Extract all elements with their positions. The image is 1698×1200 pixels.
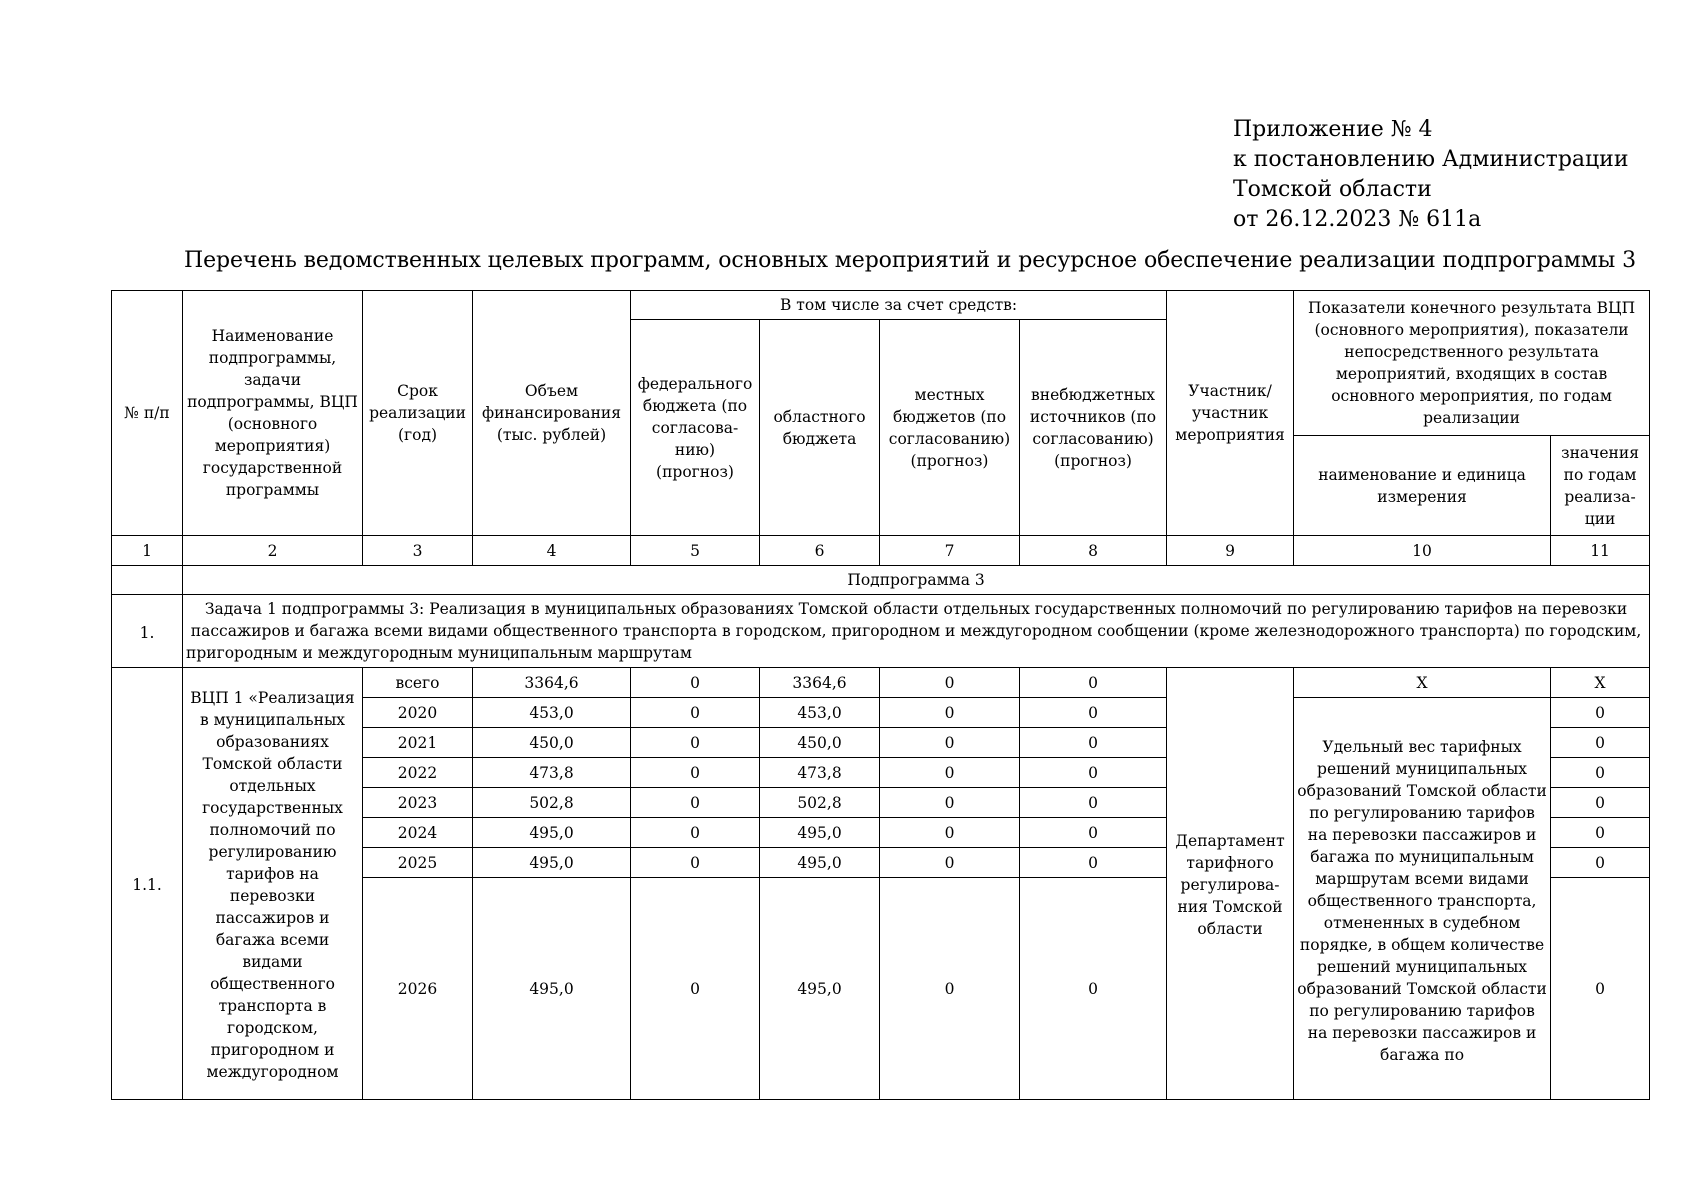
indicator-header-name: Х xyxy=(1294,668,1551,698)
local-cell: 0 xyxy=(880,878,1020,1100)
header-indicators: Показатели конечного результата ВЦП (основного мероприятия), показатели непосредственного результата мероприятий, входящих в состав основного мероприятия, по годам реализации xyxy=(1294,291,1650,436)
volume-cell: 473,8 xyxy=(473,758,631,788)
column-number: 2 xyxy=(183,536,363,566)
volume-cell: 450,0 xyxy=(473,728,631,758)
indicator-header-value: Х xyxy=(1551,668,1650,698)
volume-cell: 495,0 xyxy=(473,818,631,848)
year-cell: 2024 xyxy=(363,818,473,848)
extra-cell: 0 xyxy=(1020,758,1167,788)
local-cell: 0 xyxy=(880,758,1020,788)
header-term: Срок реализации (год) xyxy=(363,291,473,536)
indicator-text: Удельный вес тарифных решений муниципальных образований Томской области по регулированию тарифов на перевозки пассажиров и багажа по муниципальным маршрутам всеми видами общественного транспорта, отмененных в судебном порядке, в общем количестве решений муниципальных образований Томской области по регулированию тарифов на перевозки пассажиров и багажа по xyxy=(1294,698,1551,1100)
federal-cell: 0 xyxy=(631,728,760,758)
regional-cell: 495,0 xyxy=(760,878,880,1100)
extra-cell: 0 xyxy=(1020,818,1167,848)
document-title: Перечень ведомственных целевых программ, основных мероприятий и ресурсное обеспечение реализации подпрограммы 3 xyxy=(184,248,1637,273)
indicator-value-cell: 0 xyxy=(1551,818,1650,848)
indicator-value-cell: 0 xyxy=(1551,878,1650,1100)
volume-cell: 495,0 xyxy=(473,848,631,878)
indicator-value-cell: 0 xyxy=(1551,788,1650,818)
appendix-line: от 26.12.2023 № 611а xyxy=(1233,207,1482,232)
header-ind-name: наименование и единица измерения xyxy=(1294,436,1551,536)
appendix-block xyxy=(1233,115,1629,235)
header-num: № п/п xyxy=(112,291,183,536)
year-cell: 2025 xyxy=(363,848,473,878)
regional-cell: 495,0 xyxy=(760,818,880,848)
header-including: В том числе за счет средств: xyxy=(631,291,1167,320)
extra-cell: 0 xyxy=(1020,878,1167,1100)
federal-cell: 0 xyxy=(631,698,760,728)
column-number: 1 xyxy=(112,536,183,566)
subprogram-num-cell xyxy=(112,566,183,595)
year-cell: 2020 xyxy=(363,698,473,728)
appendix-line: Приложение № 4 xyxy=(1233,117,1433,142)
local-cell: 0 xyxy=(880,848,1020,878)
indicator-value-cell: 0 xyxy=(1551,698,1650,728)
column-number: 10 xyxy=(1294,536,1551,566)
volume-cell: 495,0 xyxy=(473,878,631,1100)
subprogram-row xyxy=(112,566,1650,595)
column-numbers-row xyxy=(112,536,1650,566)
volume-cell: 3364,6 xyxy=(473,668,631,698)
header-row xyxy=(112,291,1650,320)
header-ind-values: значения по годам реализа-ции xyxy=(1551,436,1650,536)
column-number: 8 xyxy=(1020,536,1167,566)
year-cell: 2022 xyxy=(363,758,473,788)
indicator-value-cell: 0 xyxy=(1551,848,1650,878)
extra-cell: 0 xyxy=(1020,788,1167,818)
federal-cell: 0 xyxy=(631,788,760,818)
program-num: 1.1. xyxy=(112,668,183,1100)
task-num: 1. xyxy=(112,595,183,668)
local-cell: 0 xyxy=(880,698,1020,728)
regional-cell: 453,0 xyxy=(760,698,880,728)
federal-cell: 0 xyxy=(631,758,760,788)
regional-cell: 473,8 xyxy=(760,758,880,788)
year-cell: 2021 xyxy=(363,728,473,758)
federal-cell: 0 xyxy=(631,878,760,1100)
appendix-line: к постановлению Администрации xyxy=(1233,147,1629,172)
local-cell: 0 xyxy=(880,728,1020,758)
header-name: Наименование подпрограммы, задачи подпрограммы, ВЦП (основного мероприятия) государственной программы xyxy=(183,291,363,536)
volume-cell: 502,8 xyxy=(473,788,631,818)
column-number: 11 xyxy=(1551,536,1650,566)
program-table xyxy=(111,290,1650,1100)
federal-cell: 0 xyxy=(631,668,760,698)
column-number: 6 xyxy=(760,536,880,566)
table-row xyxy=(112,668,1650,698)
appendix-line: Томской области xyxy=(1233,177,1432,202)
task-text: Задача 1 подпрограммы 3: Реализация в муниципальных образованиях Томской области отдельных государственных полномочий по регулированию тарифов на перевозки пассажиров и багажа всеми видами общественного транспорта в городском, пригородном и междугородном сообщении (кроме железнодорожного транспорта) по городским, пригородным и междугородным муниципальным маршрутам xyxy=(183,595,1650,668)
indicator-value-cell: 0 xyxy=(1551,758,1650,788)
extra-cell: 0 xyxy=(1020,848,1167,878)
year-cell: 2023 xyxy=(363,788,473,818)
local-cell: 0 xyxy=(880,818,1020,848)
regional-cell: 3364,6 xyxy=(760,668,880,698)
column-number: 4 xyxy=(473,536,631,566)
header-local: местных бюджетов (по согласованию) (прогноз) xyxy=(880,320,1020,536)
indicator-value-cell: 0 xyxy=(1551,728,1650,758)
header-regional: областного бюджета xyxy=(760,320,880,536)
extra-cell: 0 xyxy=(1020,698,1167,728)
regional-cell: 450,0 xyxy=(760,728,880,758)
column-number: 5 xyxy=(631,536,760,566)
regional-cell: 502,8 xyxy=(760,788,880,818)
federal-cell: 0 xyxy=(631,818,760,848)
column-number: 3 xyxy=(363,536,473,566)
column-number: 9 xyxy=(1167,536,1294,566)
header-volume: Объем финансирования (тыс. рублей) xyxy=(473,291,631,536)
federal-cell: 0 xyxy=(631,848,760,878)
header-federal: федерального бюджета (по согласова-нию) (прогноз) xyxy=(631,320,760,536)
program-name: ВЦП 1 «Реализация в муниципальных образованиях Томской области отдельных государственных полномочий по регулированию тарифов на перевозки пассажиров и багажа всеми видами общественного транспорта в городском, пригородном и междугородном xyxy=(183,668,363,1100)
regional-cell: 495,0 xyxy=(760,848,880,878)
header-participant: Участник/ участник мероприятия xyxy=(1167,291,1294,536)
extra-cell: 0 xyxy=(1020,728,1167,758)
year-cell: 2026 xyxy=(363,878,473,1100)
year-cell: всего xyxy=(363,668,473,698)
local-cell: 0 xyxy=(880,788,1020,818)
participant-cell: Департамент тарифного регулирова-ния Томской области xyxy=(1167,668,1294,1100)
task-row xyxy=(112,595,1650,668)
local-cell: 0 xyxy=(880,668,1020,698)
extra-cell: 0 xyxy=(1020,668,1167,698)
volume-cell: 453,0 xyxy=(473,698,631,728)
header-extra: внебюджетных источников (по согласованию) (прогноз) xyxy=(1020,320,1167,536)
column-number: 7 xyxy=(880,536,1020,566)
subprogram-label: Подпрограмма 3 xyxy=(183,566,1650,595)
